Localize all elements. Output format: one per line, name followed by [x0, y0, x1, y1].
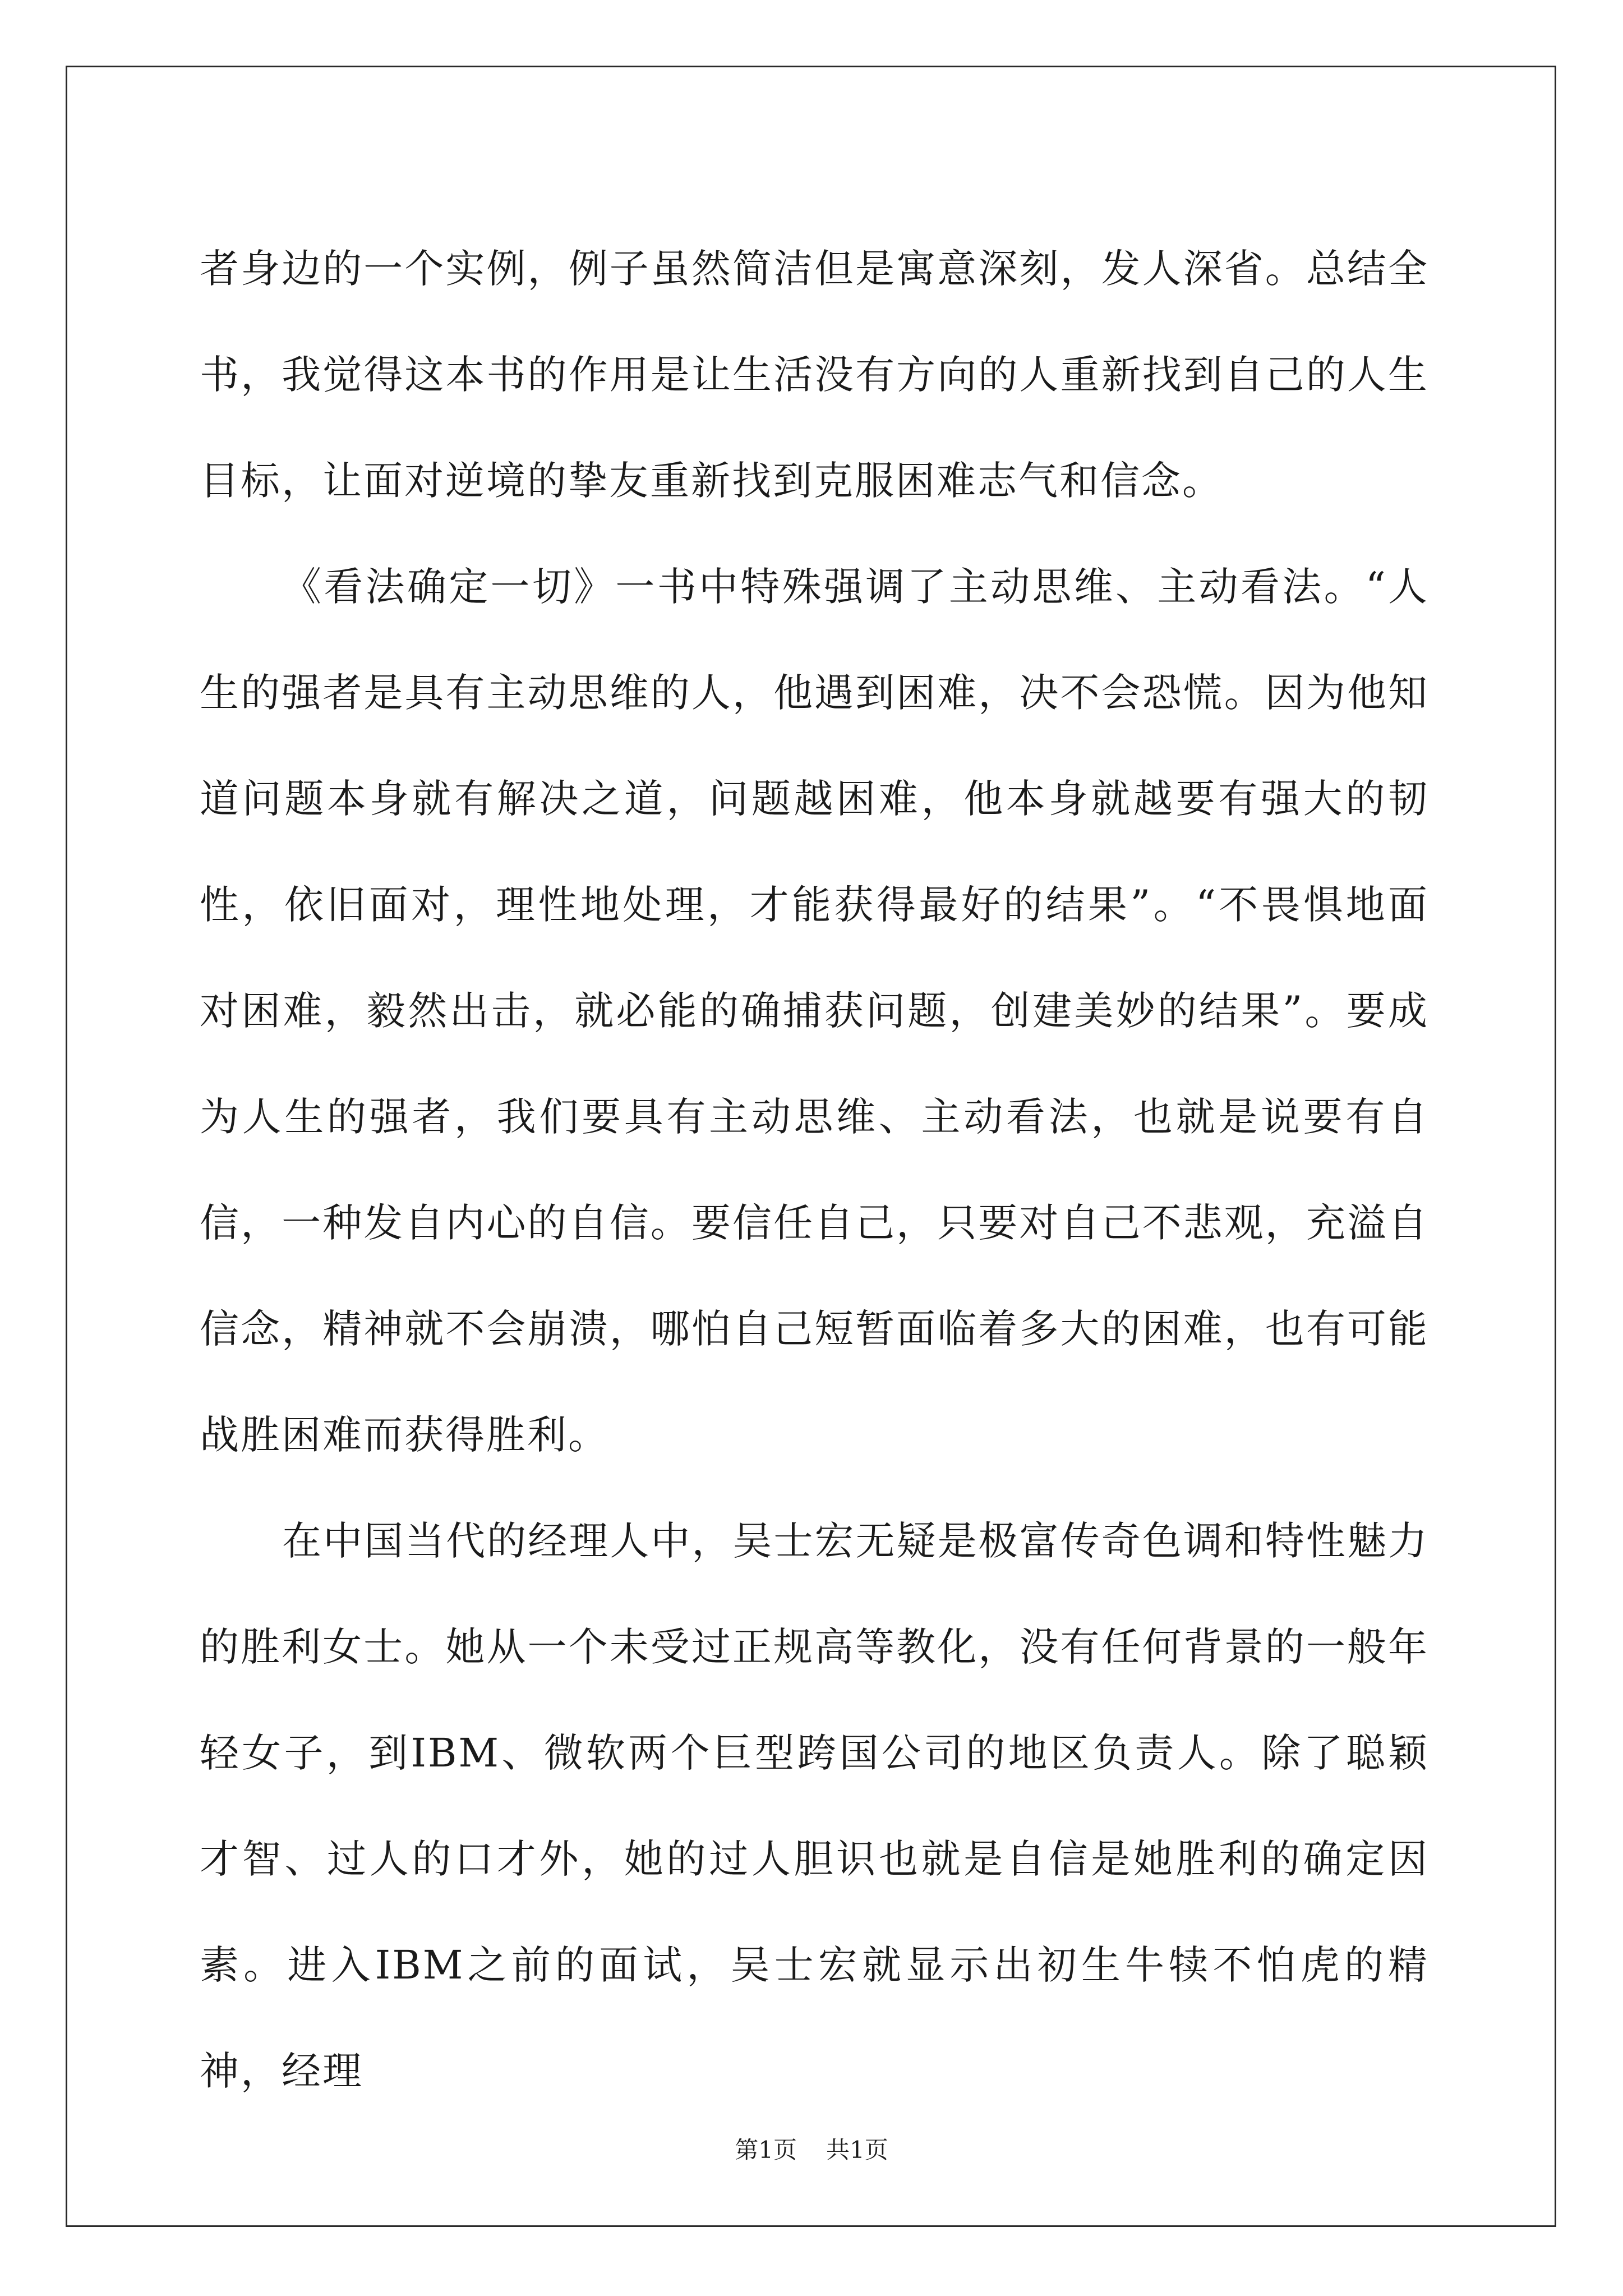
page-footer [0, 2136, 1623, 2164]
page-number: 第1页 [735, 2136, 797, 2164]
paragraph-1: 者身边的一个实例，例子虽然简洁但是寓意深刻，发人深省。总结全书，我觉得这本书的作用是让生活没有方向的人重新找到自己的人生目标，让面对逆境的挚友重新找到克服困难志气和信念。 [200, 246, 1429, 504]
paragraph-2: 《看法确定一切》一书中特殊强调了主动思维、主动看法。“人生的强者是具有主动思维的人，他遇到困难，决不会恐慌。因为他知道问题本身就有解决之道，问题越困难，他本身就越要有强大的韧性，依旧面对，理性地处理，才能获得最好的结果”。“不畏惧地面对困难，毅然出击，就必能的确捕获问题，创建美妙的结果”。要成为人生的强者，我们要具有主动思维、主动看法，也就是说要有自信，一种发自内心的自信。要信任自己，只要对自己不悲观，充溢自信念，精神就不会崩溃，哪怕自己短暂面临着多大的困难，也有可能战胜困难而获得胜利。 [200, 564, 1429, 1458]
paragraph-3: 在中国当代的经理人中，吴士宏无疑是极富传奇色调和特性魅力的胜利女士。她从一个未受过正规高等教化，没有任何背景的一般年轻女子，到IBM、微软两个巨型跨国公司的地区负责人。除了聪颖才智、过人的口才外，她的过人胆识也就是自信是她胜利的确定因素。进入IBM之前的面试，吴士宏就显示出初生牛犊不怕虎的精神，经理 [200, 1518, 1429, 2094]
document-body [200, 216, 1429, 2124]
page-total: 共1页 [826, 2136, 888, 2164]
